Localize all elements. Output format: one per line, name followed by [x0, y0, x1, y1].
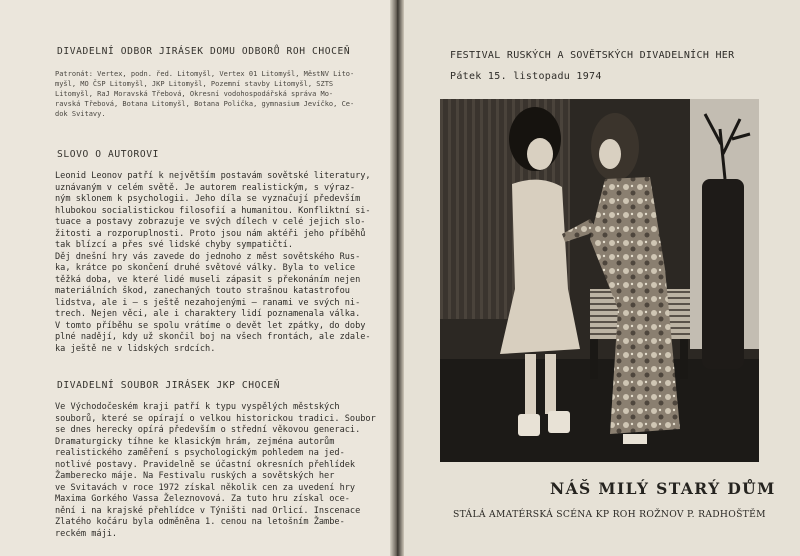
author-line: Leonid Leonov patří k největším postavám sovětské literatury, [55, 171, 371, 181]
author-line: V tomto příběhu se spolu vrátíme o devět let zpátky, do doby [55, 320, 366, 331]
author-line: ka ještě ne v lidských srdcích. [55, 343, 216, 354]
author-line: těžká doba, ve které lidé museli zápasit s překonáním nejen [55, 274, 361, 285]
author-line: tak blízcí a přes své lidské chyby sympatičtí. [55, 240, 293, 250]
festival-heading: FESTIVAL RUSKÝCH A SOVĚTSKÝCH DIVADELNÍCH HER [450, 50, 735, 61]
author-line: uznávaným v celém světě. Je autorem realistickým, s výraz- [55, 182, 356, 193]
ensemble-line: reckém máji. [55, 528, 118, 539]
patrons-line: ravská Třebová, Botana Litomyšl, Botana Polička, gymnasium Jevíčko, Ce- [55, 100, 355, 108]
ensemble-line: ve Svitavách v roce 1972 získal několik cen za uvedení hry [55, 482, 356, 493]
author-line: plné nadějí, kdy už skončil boj na všech frontách, ale zdale- [55, 332, 371, 342]
ensemble-heading: DIVADELNÍ SOUBOR JIRÁSEK JKP CHOCEŇ [57, 380, 281, 391]
ensemble-line: Zlatého kočáru byla odměněna 1. cenou na letošním Žambe- [55, 517, 345, 527]
theatre-name: STÁLÁ AMATÉRSKÁ SCÉNA KP ROH ROŽNOV P. RADHOŠTĚM [453, 509, 766, 520]
ensemble-line: souborů, které se opírají o velkou historickou tradici. Soubor [55, 413, 376, 424]
ensemble-line: Žamberecko máje. Na Festivalu ruských a sovětských her [55, 471, 335, 481]
play-title: NÁŠ MILÝ STARÝ DŮM [550, 479, 776, 498]
ensemble-line: Dramaturgicky tíhne ke klasickým hrám, zejména autorům [55, 436, 335, 447]
author-heading: SLOVO O AUTOROVI [57, 149, 160, 160]
ensemble-line: nění i na krajské přehlídce v Týništi nad Orlicí. Inscenace [55, 505, 361, 516]
ensemble-line: Ve Východočeském kraji patří k typu vyspělých městských [55, 402, 340, 412]
patrons-line: dok Svitavy. [55, 110, 106, 118]
patrons-line: myšl, MO ČSP Litomyšl, JKP Litomyšl, Pozemní stavby Litomyšl, SZTS [55, 80, 334, 88]
patrons-line: Patronát: Vertex, podn. řed. Litomyšl, Vertex 01 Litomyšl, MěstNV Lito- [55, 70, 355, 78]
ensemble-line: Maxima Gorkého Vassa Železnovová. Za tuto hru získal oce- [55, 494, 350, 504]
author-line: lidstva, ale i — s ještě nezahojenými — ranami ve svých ni- [55, 297, 361, 308]
patrons-line: Litomyšl, RaJ Moravská Třebová, Okresní vodohospodářská správa Mo- [55, 90, 334, 98]
author-line: tuace a postavy zobrazuje ve svých dílech v celé jejich slo- [55, 217, 366, 227]
author-line: hlubokou socialistickou filosofií a humanitou. Konfliktní si- [55, 205, 371, 216]
left-page [0, 0, 396, 556]
stage-photo-image [440, 99, 759, 462]
ensemble-line: realistického zaměření s psychologickým pohledem na jed- [55, 448, 345, 458]
ensemble-line: notlivé postavy. Pravidelně se účastní okresních přehlídek [55, 459, 356, 470]
stage-photo [440, 99, 759, 462]
author-line: ným sklonem k psychologii. Jeho díla se vyznačují především [55, 194, 361, 204]
author-line: Děj dnešní hry vás zavede do jednoho z měst sovětského Rus- [55, 251, 361, 262]
org-heading: DIVADELNÍ ODBOR JIRÁSEK DOMU ODBORŮ ROH CHOCEŇ [57, 46, 351, 57]
ensemble-line: se dnes herecky opírá především o střední věkovou generaci. [55, 425, 361, 435]
author-line: materiálních škod, zanechaných touto strašnou katastrofou [55, 286, 350, 296]
festival-date: Pátek 15. listopadu 1974 [450, 71, 602, 82]
author-line: ka, krátce po skončení druhé světové války. Byla to velice [55, 263, 356, 273]
author-line: trech. Nejen věci, ale i charaktery lidí poznamenala válka. [55, 309, 361, 319]
author-line: žitosti a rozporuplnosti. Proto jsou nám aktéři jeho příběhů [55, 228, 366, 239]
book-gutter [390, 0, 404, 556]
